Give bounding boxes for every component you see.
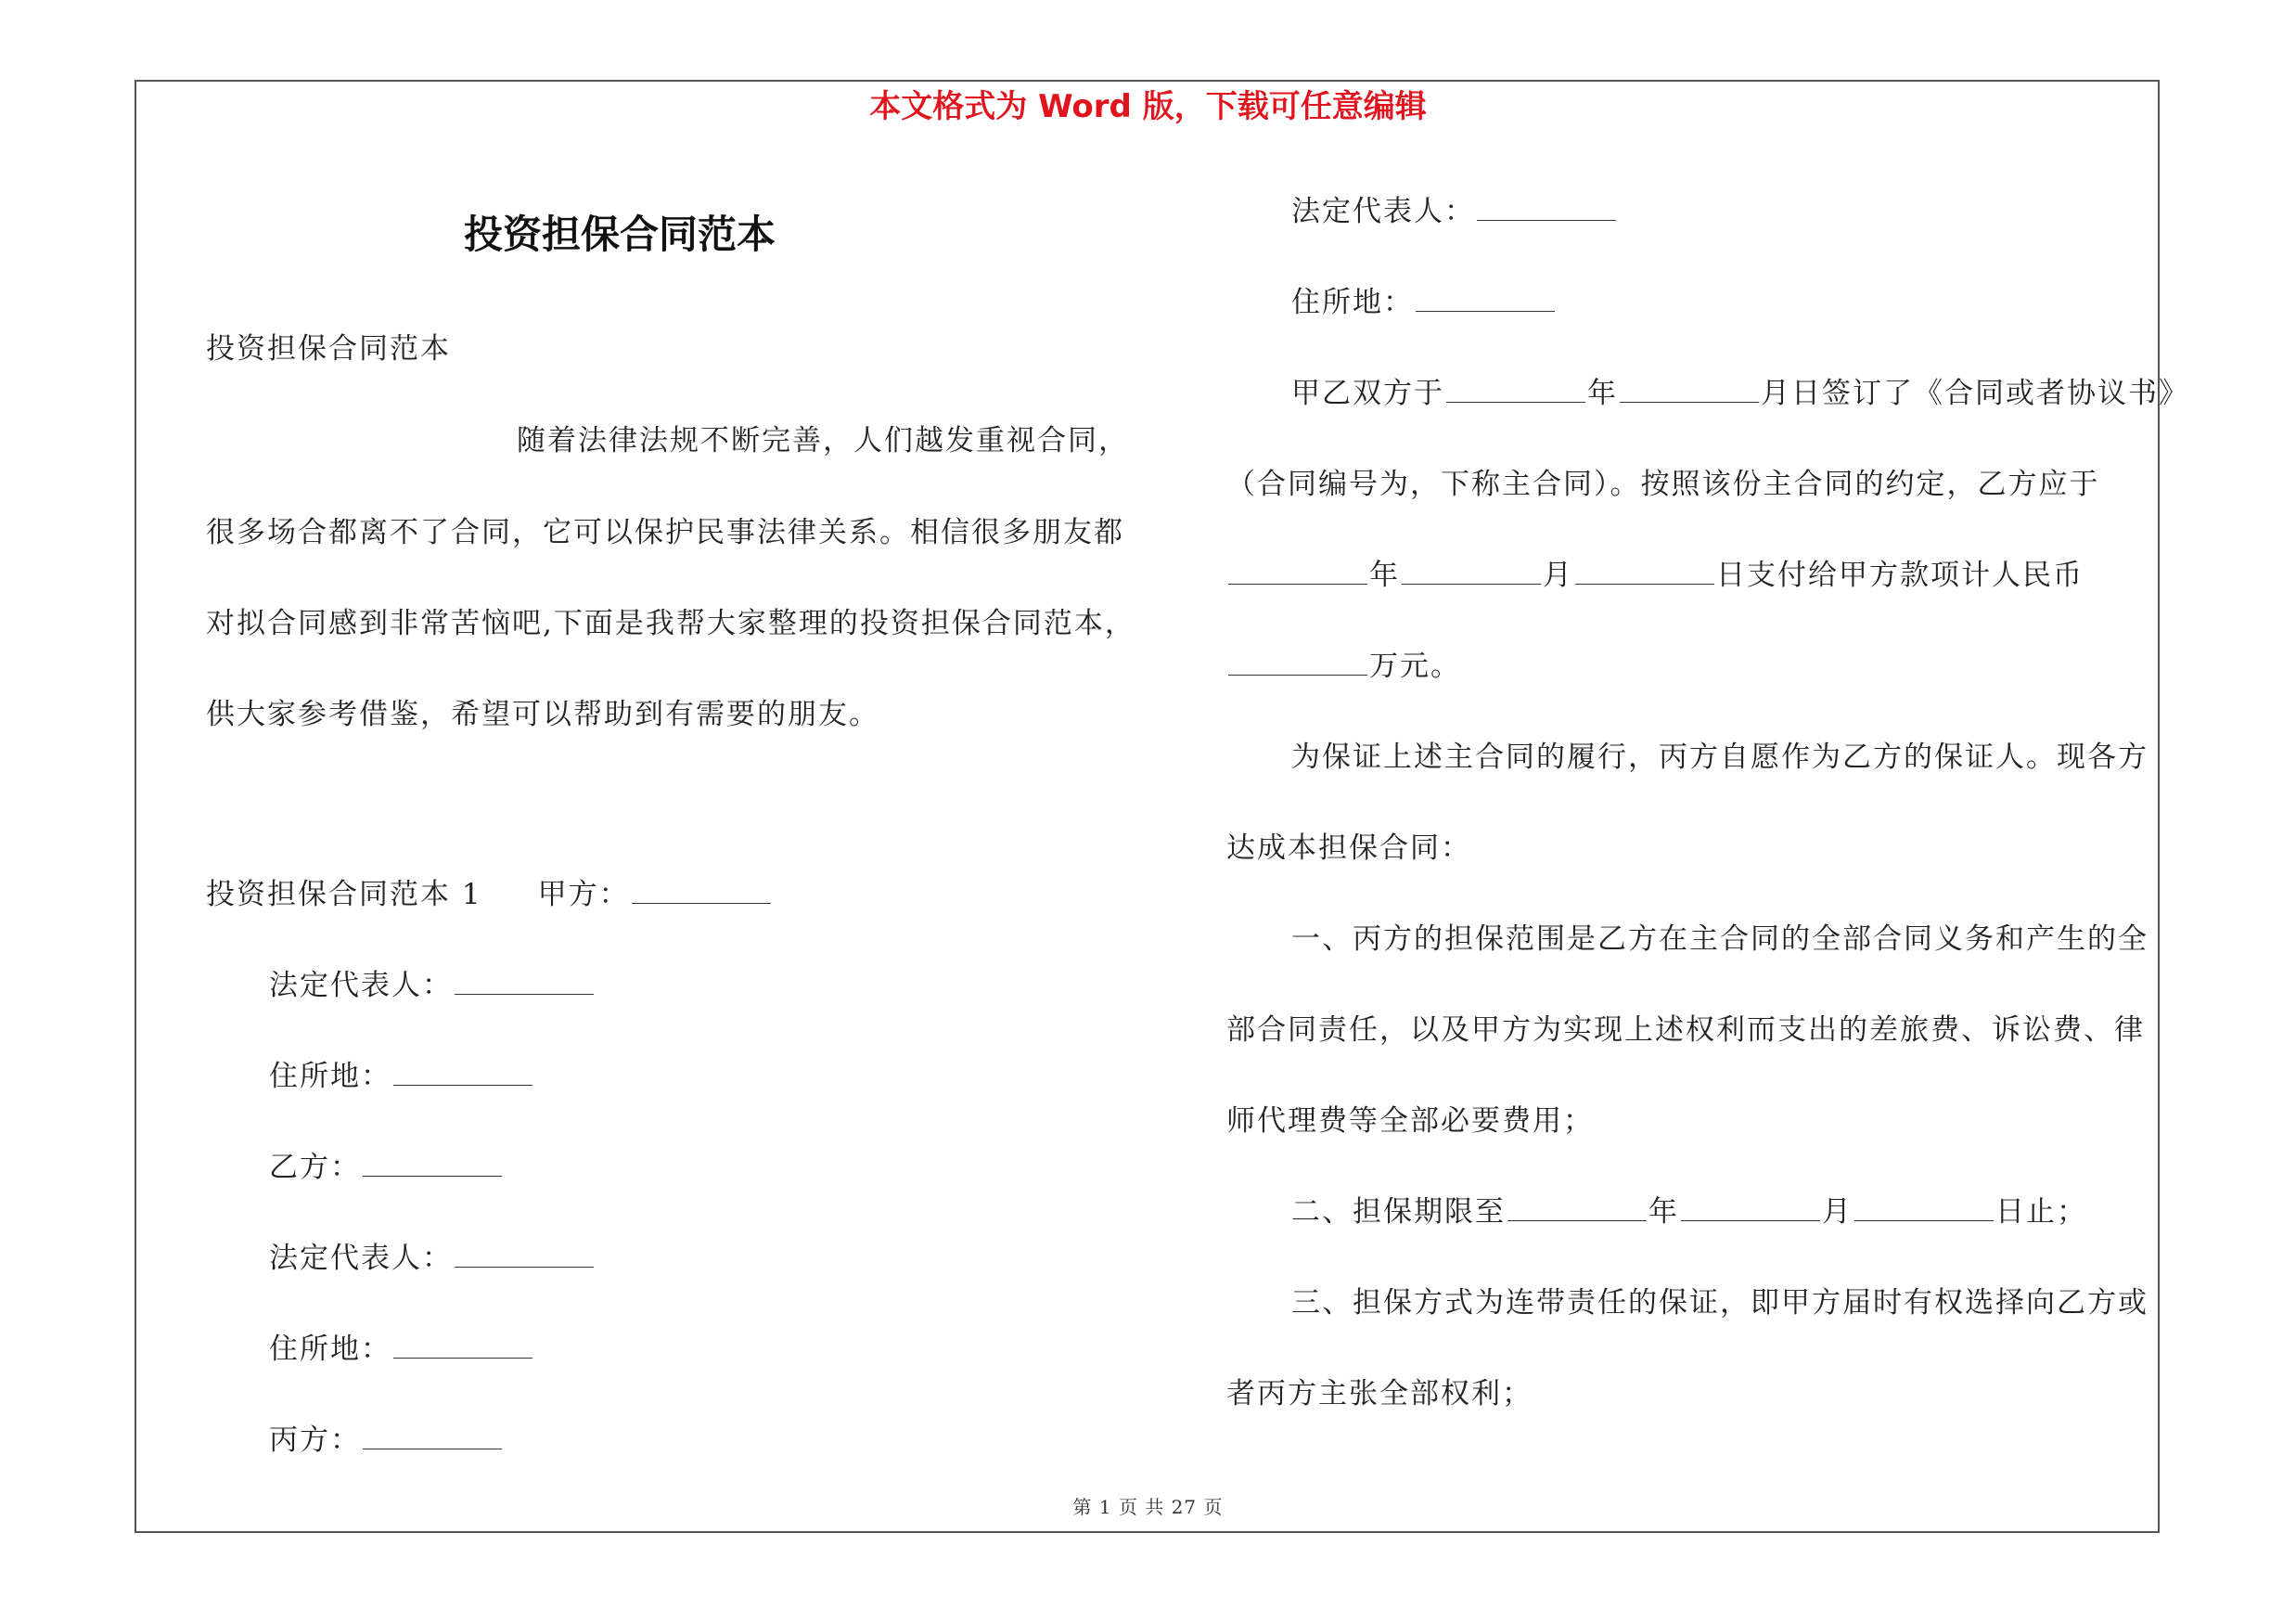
text-run: 年: [1587, 377, 1618, 410]
party-b-address-label: 住所地：: [269, 1333, 391, 1366]
paragraph-3-line-1: 一、丙方的担保范围是乙方在主合同的全部合同义务和产生的全: [1291, 922, 2148, 956]
text-run: 年: [1648, 1195, 1679, 1229]
page-number-footer: 第 1 页 共 27 页: [1072, 1496, 1224, 1518]
party-b-line: [269, 1149, 504, 1186]
party-b-rep-line: [269, 1240, 596, 1277]
contract-heading-line: [206, 876, 773, 913]
amount-blank: [1228, 650, 1367, 676]
year-blank: [1446, 378, 1585, 403]
text-run: 月: [1543, 559, 1573, 592]
party-b-rep-label: 法定代表人：: [269, 1242, 453, 1275]
party-a-address-blank: [393, 1061, 532, 1086]
day-blank: [1854, 1196, 1994, 1221]
party-c-address-blank: [1416, 287, 1555, 312]
text-run: 二、担保期限至: [1291, 1195, 1506, 1229]
year-blank: [1228, 560, 1367, 585]
paragraph-1-line-3: [1226, 557, 2084, 594]
intro-line-4: 供大家参考借鉴，希望可以帮助到有需要的朋友。: [206, 698, 879, 731]
party-a-rep-line: [269, 967, 596, 1004]
party-a-label: 甲方：: [537, 878, 630, 911]
intro-line-2: 很多场合都离不了合同，它可以保护民事法律关系。相信很多朋友都: [206, 516, 1124, 549]
text-run: 日止；: [1995, 1195, 2087, 1229]
party-a-rep-label: 法定代表人：: [269, 969, 453, 1002]
day-blank: [1575, 560, 1714, 585]
subtitle: 投资担保合同范本: [206, 332, 451, 366]
party-c-address-label: 住所地：: [1291, 286, 1414, 319]
month-blank: [1620, 378, 1759, 403]
paragraph-2-line-2: 达成本担保合同：: [1226, 831, 1471, 865]
paragraph-3-line-2: 部合同责任，以及甲方为实现上述权利而支出的差旅费、诉讼费、律: [1226, 1013, 2145, 1047]
word-format-banner: 本文格式为 Word 版，下载可任意编辑: [869, 88, 1427, 125]
party-a-address-line: [269, 1058, 534, 1095]
party-a-address-label: 住所地：: [269, 1060, 391, 1093]
party-c-address-line: [1291, 284, 1557, 321]
party-c-blank: [363, 1424, 502, 1449]
party-b-blank: [363, 1152, 502, 1177]
paragraph-5-line-2: 者丙方主张全部权利；: [1226, 1377, 1533, 1410]
text-run: 月日签订了《合同或者协议书》: [1761, 377, 2189, 410]
party-c-rep-blank: [1477, 196, 1616, 221]
paragraph-1-line-1: [1291, 375, 2189, 412]
text-run: 万元。: [1369, 650, 1461, 683]
paragraph-4-line-1: [1291, 1193, 2087, 1230]
year-blank: [1507, 1196, 1647, 1221]
party-b-address-line: [269, 1331, 534, 1368]
document-title: 投资担保合同范本: [464, 212, 776, 257]
paragraph-2-line-1: 为保证上述主合同的履行，丙方自愿作为乙方的保证人。现各方: [1291, 741, 2148, 774]
section-heading: 投资担保合同范本 1: [206, 878, 482, 911]
party-c-label: 丙方：: [269, 1423, 361, 1457]
party-a-rep-blank: [455, 970, 594, 995]
text-run: 甲乙双方于: [1291, 377, 1444, 410]
intro-line-3: 对拟合同感到非常苦恼吧,下面是我帮大家整理的投资担保合同范本，: [206, 607, 1135, 640]
paragraph-1-line-4: [1226, 648, 1461, 685]
party-c-rep-label: 法定代表人：: [1291, 195, 1475, 228]
party-b-rep-blank: [455, 1243, 594, 1268]
paragraph-3-line-3: 师代理费等全部必要费用；: [1226, 1104, 1594, 1138]
party-c-line: [269, 1422, 504, 1459]
party-b-label: 乙方：: [269, 1151, 361, 1184]
text-run: 月: [1822, 1195, 1853, 1229]
month-blank: [1402, 560, 1541, 585]
party-a-blank: [632, 879, 771, 904]
month-blank: [1681, 1196, 1820, 1221]
text-run: 日支付给甲方款项计人民币: [1716, 559, 2084, 592]
party-c-rep-line: [1291, 193, 1618, 230]
intro-line-1: 随着法律法规不断完善，人们越发重视合同，: [517, 424, 1129, 457]
text-run: 年: [1369, 559, 1400, 592]
paragraph-1-line-2: （合同编号为，下称主合同）。按照该份主合同的约定，乙方应于: [1226, 468, 2100, 501]
party-b-address-blank: [393, 1333, 532, 1359]
paragraph-5-line-1: 三、担保方式为连带责任的保证，即甲方届时有权选择向乙方或: [1291, 1286, 2148, 1320]
